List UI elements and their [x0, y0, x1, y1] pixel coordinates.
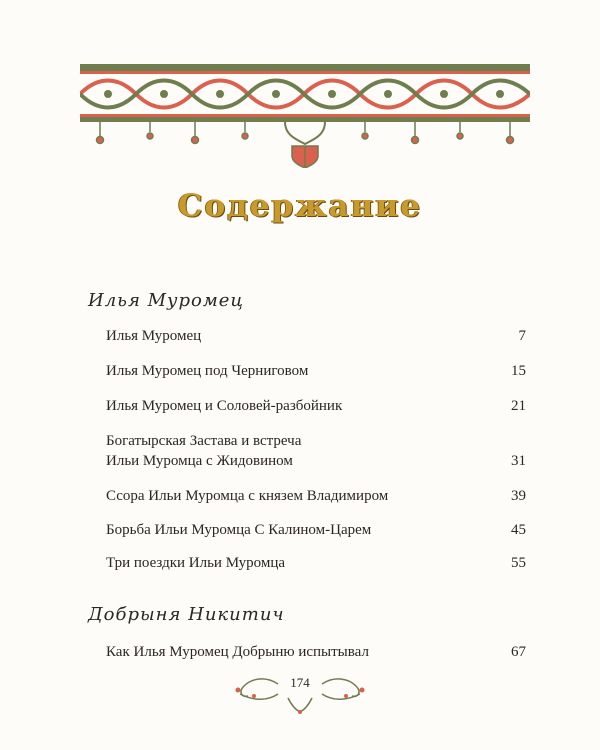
toc-entry[interactable] — [106, 431, 526, 471]
decorative-border-ornament — [80, 58, 530, 168]
toc-entry[interactable] — [106, 642, 526, 662]
section-title-ilya-muromets: Илья Муромец — [88, 290, 244, 311]
toc-entry-title: Илья Муромец и Соловей-разбойник — [106, 398, 343, 414]
section-title-dobrynya-nikitich: Добрыня Никитич — [88, 604, 285, 625]
toc-entry-title: Илья Муромец под Черниговом — [106, 363, 309, 379]
toc-entry[interactable] — [106, 486, 526, 506]
toc-entry-page: 31 — [511, 453, 526, 469]
toc-entry-page: 15 — [511, 363, 526, 379]
toc-entry-page: 21 — [511, 398, 526, 414]
toc-entry-title: Богатырская Застава и встреча — [106, 433, 302, 449]
toc-entry-page: 55 — [511, 555, 526, 571]
toc-entry[interactable] — [106, 361, 526, 381]
page-title: Содержание — [177, 188, 423, 224]
toc-entry[interactable] — [106, 326, 526, 346]
toc-entry-page: 7 — [518, 328, 526, 344]
page-number: 174 — [290, 675, 310, 690]
toc-entry-title-continued: Ильи Муромца с Жидовином — [106, 453, 293, 469]
toc-entry[interactable] — [106, 396, 526, 416]
toc-entry[interactable] — [106, 520, 526, 540]
toc-entry-title: Илья Муромец — [106, 328, 202, 344]
toc-entry-title: Как Илья Муромец Добрыню испытывал — [106, 644, 369, 660]
toc-entry-title: Борьба Ильи Муромца С Калином-Царем — [106, 522, 372, 538]
toc-entry-page: 67 — [511, 644, 526, 660]
toc-entry-page: 45 — [511, 522, 526, 538]
toc-entry[interactable] — [106, 553, 526, 573]
toc-entry-title: Три поездки Ильи Муромца — [106, 555, 286, 571]
toc-entry-page: 39 — [511, 488, 526, 504]
toc-entry-title: Ссора Ильи Муромца с князем Владимиром — [106, 488, 389, 504]
